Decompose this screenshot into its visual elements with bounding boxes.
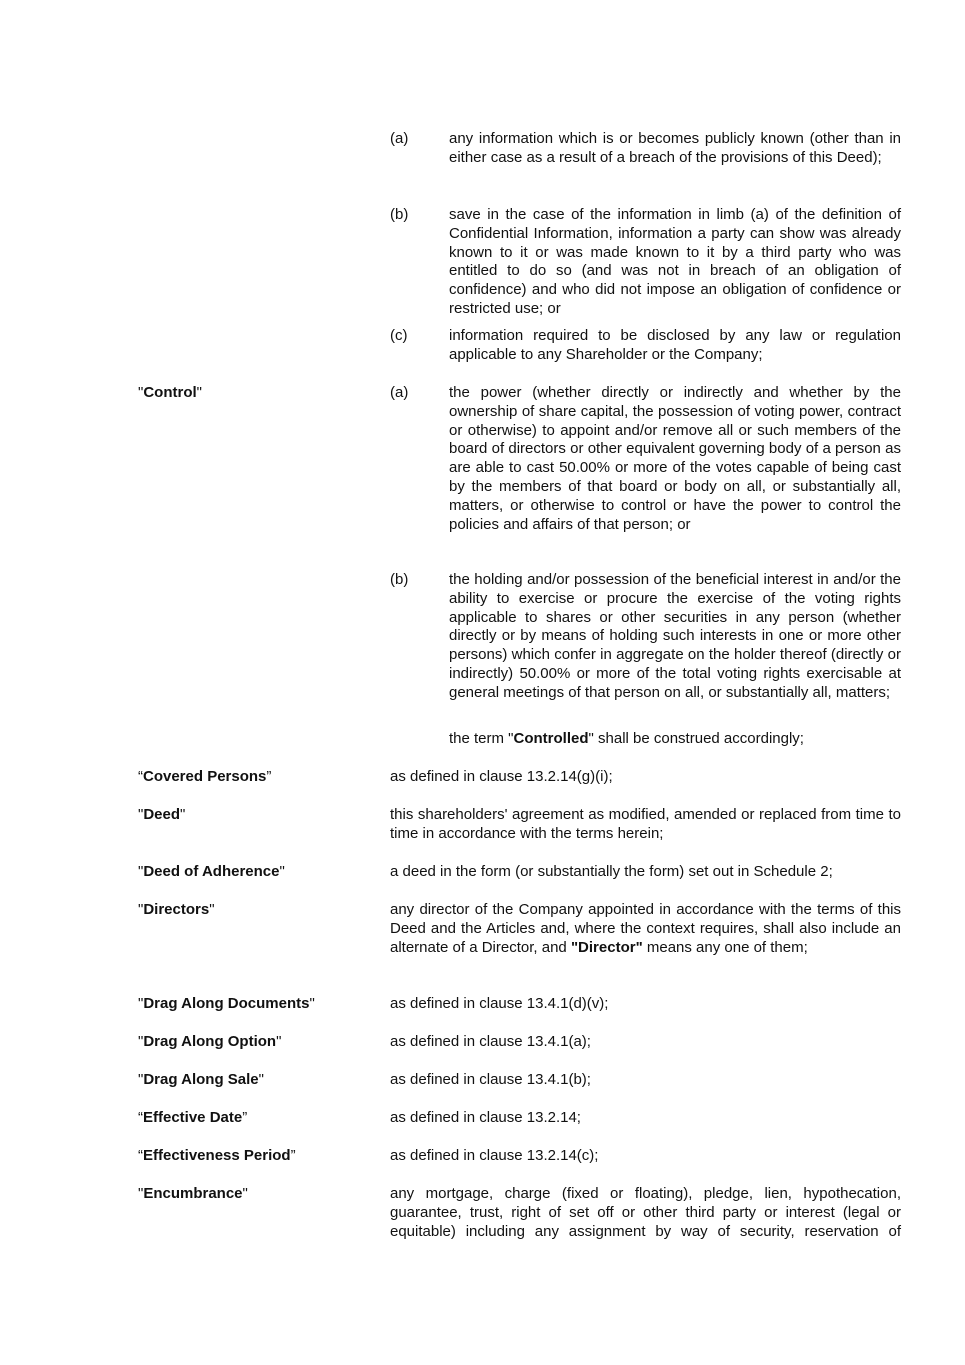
term-covered-persons: “Covered Persons” [138, 768, 272, 785]
exclusion-b-text: save in the case of the information in limb (a) of the definition of Confidential Information, information a party can show was already known to it or was made known to it by a third party who was entitled to do so (and was not in breach of an obligation of confidence) and who did not impose an obligation of confidence or restricted use; or [449, 206, 901, 317]
exclusion-a-label: (a) [390, 130, 409, 147]
controlled-construction: the term "Controlled" shall be construed accordingly; [449, 730, 804, 747]
term-drag-along-documents: "Drag Along Documents" [138, 995, 315, 1012]
definition-drag-along-option: as defined in clause 13.4.1(a); [390, 1033, 591, 1050]
term-deed: "Deed" [138, 806, 186, 823]
definition-covered-persons: as defined in clause 13.2.14(g)(i); [390, 768, 613, 785]
term-encumbrance: "Encumbrance" [138, 1185, 248, 1202]
definition-effective-date: as defined in clause 13.2.14; [390, 1109, 581, 1126]
term-effective-date: “Effective Date” [138, 1109, 248, 1126]
definition-directors: any director of the Company appointed in accordance with the terms of this Deed and the Articles and, where the context requires, shall also include an alternate of a Director, and "Director" means any one of them; [390, 901, 901, 956]
definition-drag-along-sale: as defined in clause 13.4.1(b); [390, 1071, 591, 1088]
exclusion-b-label: (b) [390, 206, 409, 223]
term-deed-of-adherence: "Deed of Adherence" [138, 863, 285, 880]
term-drag-along-sale: "Drag Along Sale" [138, 1071, 264, 1088]
exclusion-c-text: information required to be disclosed by any law or regulation applicable to any Shareholder or the Company; [449, 327, 901, 363]
definition-deed-of-adherence: a deed in the form (or substantially the form) set out in Schedule 2; [390, 863, 833, 880]
term-control: "Control" [138, 384, 202, 401]
term-directors: "Directors" [138, 901, 215, 918]
definition-effectiveness-period: as defined in clause 13.2.14(c); [390, 1147, 599, 1164]
term-drag-along-option: "Drag Along Option" [138, 1033, 282, 1050]
control-b-label: (b) [390, 571, 409, 588]
control-a-text: the power (whether directly or indirectly and whether by the ownership of share capital, the possession of voting power, contract or otherwise) to appoint and/or remove all or such members of the board of directors or other equivalent governing body of a person as are able to cast 50.00% or more of the votes capable of being cast by the members of that board or body on all, or substantially all, matters, or otherwise to control or have the power to control the policies and affairs of that person; or [449, 384, 901, 533]
definition-encumbrance: any mortgage, charge (fixed or floating), pledge, lien, hypothecation, guarantee, trust, right of set off or other third party or interest (legal or equitable) including any assignment by way of security, reservation of [390, 1185, 901, 1240]
control-b-text: the holding and/or possession of the beneficial interest in and/or the ability to exercise or procure the exercise of the voting rights applicable to shares or other securities in any person (whether directly or by means of holding such interests in one or more other persons) which confer in aggregate on the holder thereof (directly or indirectly) 50.00% or more of the total voting rights exercisable at general meetings of that person on all, or substantially all, matters; [449, 571, 901, 701]
definition-deed: this shareholders' agreement as modified, amended or replaced from time to time in accordance with the terms herein; [390, 806, 901, 842]
exclusion-c-label: (c) [390, 327, 408, 344]
control-a-label: (a) [390, 384, 409, 401]
term-effectiveness-period: “Effectiveness Period” [138, 1147, 296, 1164]
definition-drag-along-documents: as defined in clause 13.4.1(d)(v); [390, 995, 609, 1012]
exclusion-a-text: any information which is or becomes publicly known (other than in either case as a result of a breach of the provisions of this Deed); [449, 130, 901, 166]
